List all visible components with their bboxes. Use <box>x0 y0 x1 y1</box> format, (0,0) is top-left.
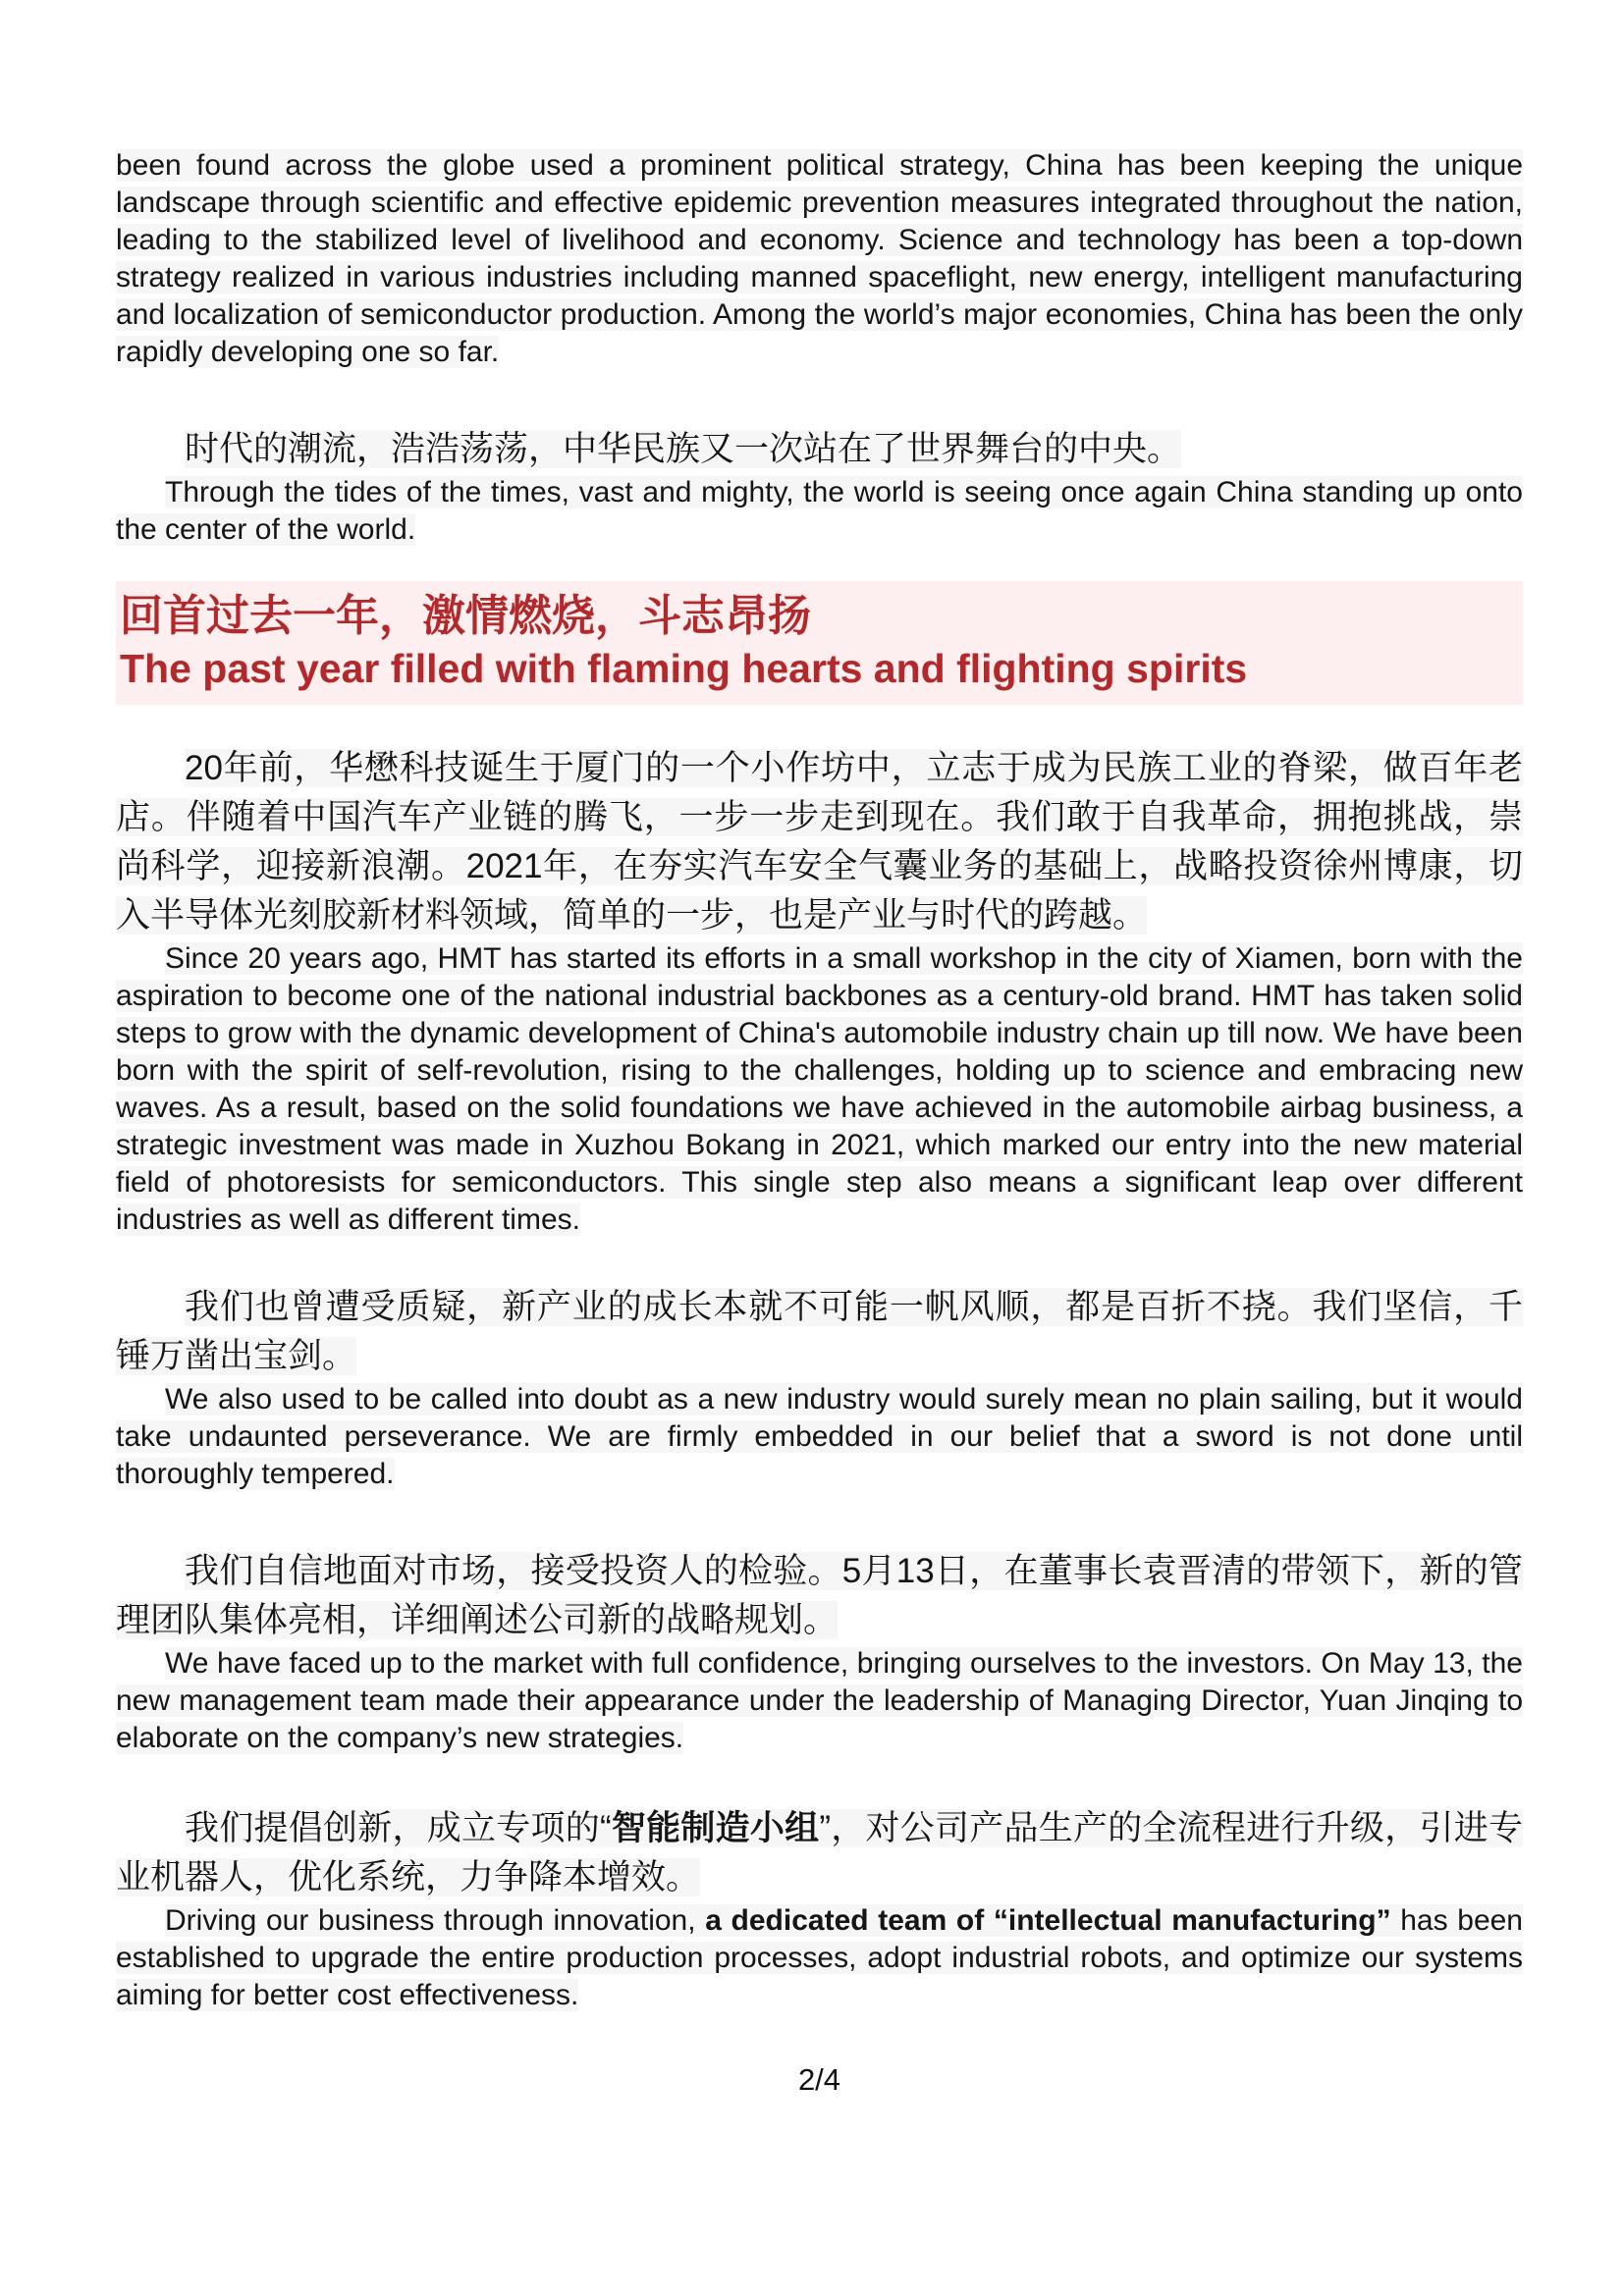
market-paragraph-en <box>116 1645 1523 1757</box>
paragraph-text-pre: Driving our business through innovation, <box>165 1904 706 1937</box>
paragraph-text: 我们也曾遭受质疑，新产业的成长本就不可能一帆风顺，都是百折不挠。我们坚信，千锤万凿出宝剑。 <box>116 1288 1523 1375</box>
paragraph-text: Since 20 years ago, HMT has started its efforts in a small workshop in the city of Xiamen, born with the aspiration to become one of the national industrial backbones as a century-old brand. HMT has taken solid steps to grow with the dynamic development of China's automobile industry chain up till now. We have been born with the spirit of self-revolution, rising to the challenges, holding up to science and embracing new waves. As a result, based on the solid foundations we have achieved in the automobile airbag business, a strategic investment was made in Xuzhou Bokang in 2021, which marked our entry into the new material field of photoresists for semiconductors. This single step also means a significant leap over different industries as well as different times. <box>116 942 1523 1236</box>
page-number: 2/4 <box>797 2062 841 2097</box>
paragraph-text: 时代的潮流，浩浩荡荡，中华民族又一次站在了世界舞台的中央。 <box>185 430 1182 468</box>
history-paragraph-zh <box>116 744 1523 940</box>
paragraph-text-pre: 我们提倡创新，成立专项的“ <box>185 1809 612 1847</box>
paragraph-text: 我们自信地面对市场，接受投资人的检验。5月13日，在董事长袁晋清的带领下，新的管理团队集体亮相，详细阐述公司新的战略规划。 <box>116 1552 1523 1639</box>
paragraph-text-post: ”，对公司产品生产的全流程进行升级，引进专业机器人，优化系统，力争降本增效。 <box>116 1809 1523 1896</box>
paragraph-text: 20年前，华懋科技诞生于厦门的一个小作坊中，立志于成为民族工业的脊梁，做百年老店。伴随着中国汽车产业链的腾飞，一步一步走到现在。我们敢于自我革命，拥抱挑战，崇尚科学，迎接新浪潮。2021年，在夯实汽车安全气囊业务的基础上，战略投资徐州博康，切入半导体光刻胶新材料领域，简单的一步，也是产业与时代的跨越。 <box>116 749 1523 934</box>
paragraph-text: We have faced up to the market with full confidence, bringing ourselves to the investors. On May 13, the new management team made their appearance under the leadership of Managing Director, Yuan Jinqing to elaborate on the company’s new strategies. <box>116 1647 1523 1754</box>
section-heading <box>116 581 1523 705</box>
continued-paragraph-en <box>116 147 1523 371</box>
market-paragraph-zh <box>116 1547 1523 1645</box>
tides-paragraph-en <box>116 474 1523 549</box>
innovation-paragraph-en <box>116 1902 1523 2014</box>
tides-paragraph-zh <box>116 425 1523 474</box>
section-heading-zh: 回首过去一年，激情燃烧，斗志昂扬 <box>120 592 811 640</box>
paragraph-text: Through the tides of the times, vast and mighty, the world is seeing once again China standing up onto the center of the world. <box>116 476 1523 546</box>
paragraph-text <box>116 1904 1523 2011</box>
paragraph-text-bold: a dedicated team of “intellectual manufacturing” <box>705 1904 1391 1937</box>
history-paragraph-en <box>116 940 1523 1239</box>
paragraph-text-post: has been established to upgrade the entire production processes, adopt industrial robots, and optimize our systems aiming for better cost effectiveness. <box>116 1904 1523 2011</box>
paragraph-text: been found across the globe used a prominent political strategy, China has been keeping the unique landscape through scientific and effective epidemic prevention measures integrated throughout the nation, leading to the stabilized level of livelihood and economy. Science and technology has been a top-down strategy realized in various industries including manned spaceflight, new energy, intelligent manufacturing and localization of semiconductor production. Among the world’s major economies, China has been the only rapidly developing one so far. <box>116 149 1523 368</box>
paragraph-text: We also used to be called into doubt as a new industry would surely mean no plain sailing, but it would take undaunted perseverance. We are firmly embedded in our belief that a sword is not done until thoroughly tempered. <box>116 1383 1523 1490</box>
innovation-paragraph-zh <box>116 1804 1523 1902</box>
doubt-paragraph-en <box>116 1381 1523 1493</box>
paragraph-text-bold: 智能制造小组 <box>611 1809 820 1847</box>
section-heading-en: The past year filled with flaming hearts and flighting spirits <box>120 646 1248 691</box>
paragraph-text <box>116 1809 1523 1896</box>
doubt-paragraph-zh <box>116 1283 1523 1381</box>
